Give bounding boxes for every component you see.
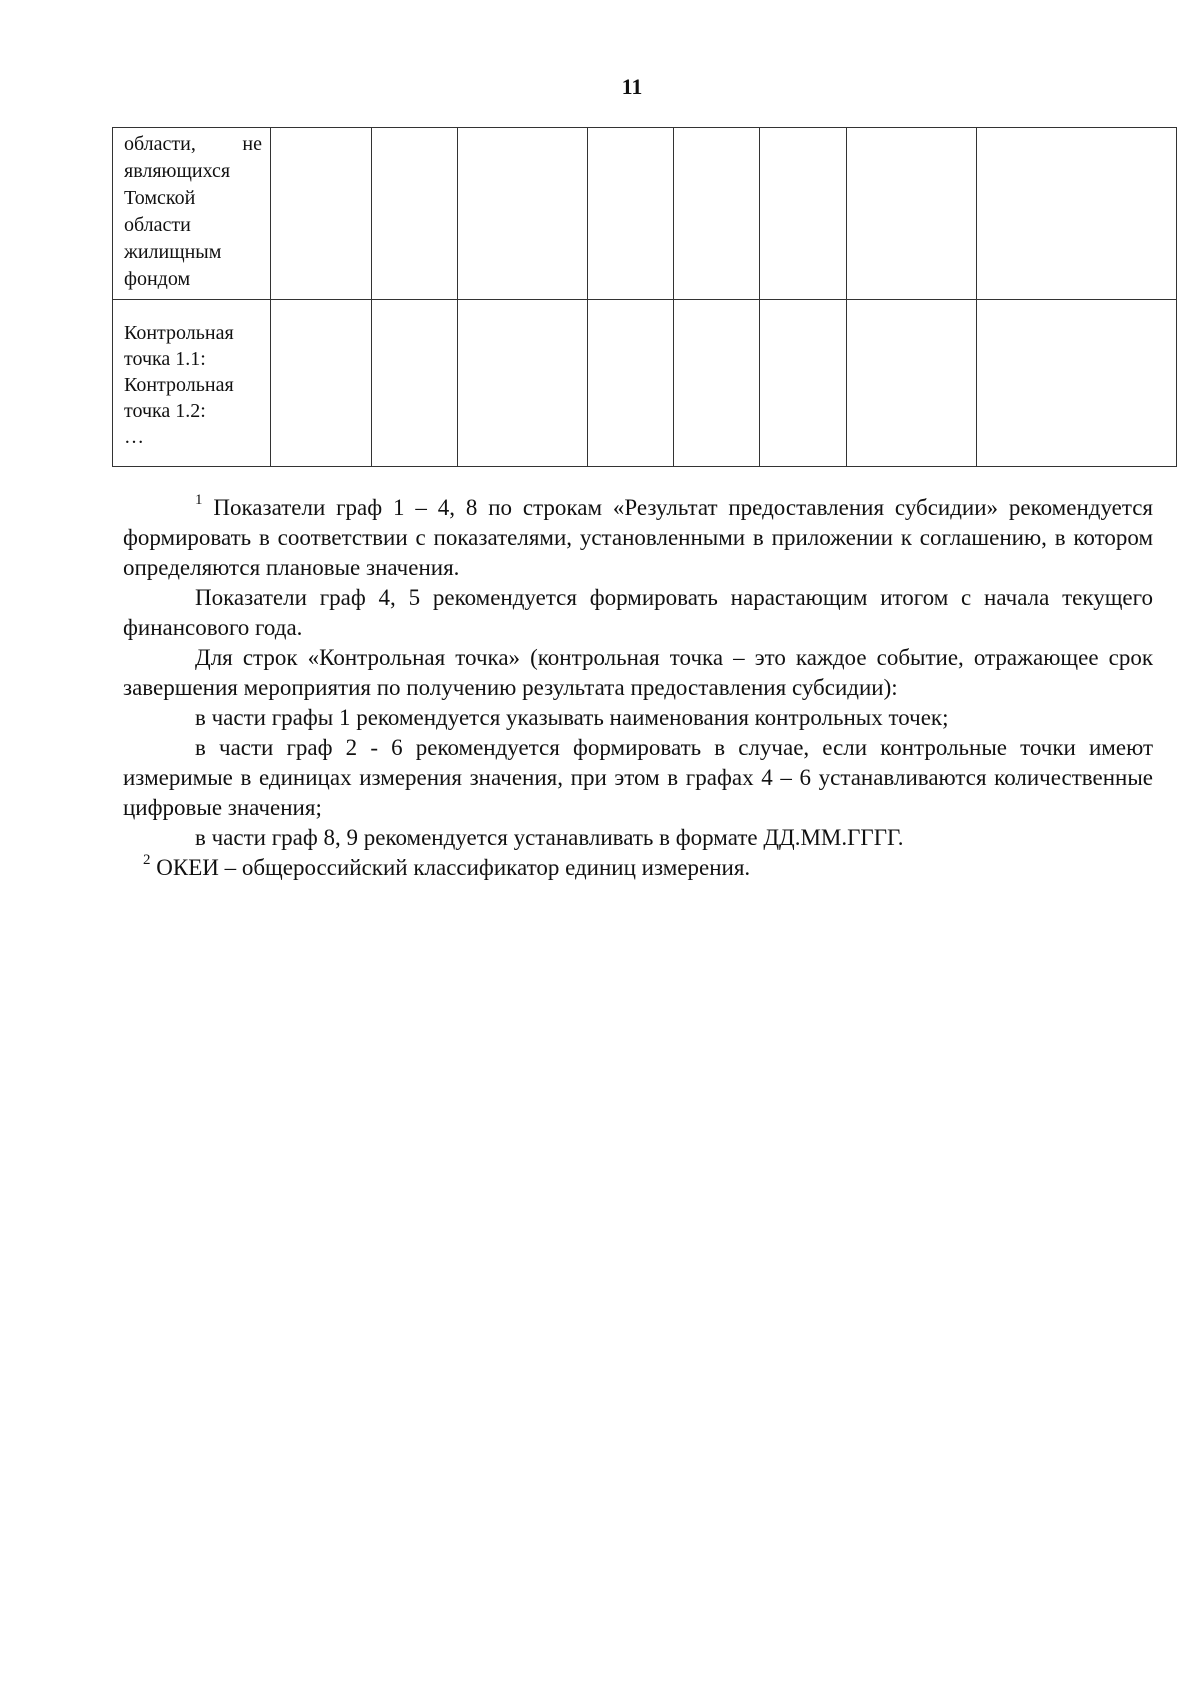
cell-line: области, не [124, 133, 262, 155]
cell-line: Томской [124, 187, 196, 209]
table-cell [372, 128, 458, 300]
indicators-table [112, 127, 1177, 467]
footnotes [123, 493, 1153, 883]
page-number: 11 [621, 74, 643, 99]
table-cell [760, 128, 847, 300]
footnote-text: ОКЕИ – общероссийский классификатор единиц измерения. [156, 855, 751, 880]
table-cell [674, 128, 760, 300]
table-cell [674, 300, 760, 467]
footnote-2 [123, 853, 1153, 883]
table-cell [271, 300, 372, 467]
table-cell [977, 300, 1177, 467]
cell-line: Контрольная [124, 322, 234, 344]
cell-line: области [124, 214, 191, 236]
cell-line: жилищным [124, 241, 222, 263]
table-cell [760, 300, 847, 467]
footnote-1 [123, 493, 1153, 583]
table-cell [458, 128, 588, 300]
cell-text [113, 128, 270, 299]
table-cell [847, 128, 977, 300]
footnote-text: Показатели граф 1 – 4, 8 по строкам «Результат предоставления субсидии» рекомендуется формировать в соответствии с показателями, установленными в приложении к соглашению, в котором определяются плановые значения. [123, 495, 1153, 580]
table-cell [588, 128, 674, 300]
cell-line: Контрольная [124, 374, 234, 396]
note-paragraph: в части граф 8, 9 рекомендуется устанавливать в формате ДД.ММ.ГГГГ. [195, 825, 904, 850]
table-cell [372, 300, 458, 467]
table-cell [588, 300, 674, 467]
cell-line: фондом [124, 268, 191, 290]
cell-line: являющихся [124, 160, 231, 182]
cell-line: точка 1.2: [124, 400, 206, 422]
note-paragraph: Показатели граф 4, 5 рекомендуется формировать нарастающим итогом с начала текущего финансового года. [123, 585, 1153, 640]
table-cell [977, 128, 1177, 300]
table-cell-name [113, 128, 271, 300]
note-paragraph: в части графы 1 рекомендуется указывать наименования контрольных точек; [195, 705, 949, 730]
note-paragraph: Для строк «Контрольная точка» (контрольная точка – это каждое событие, отражающее срок завершения мероприятия по получению результата предоставления субсидии): [123, 645, 1153, 700]
cell-line: … [124, 426, 144, 448]
table-cell-name [113, 300, 271, 467]
table-row [113, 128, 1177, 300]
cell-line: точка 1.1: [124, 348, 206, 370]
table-cell [847, 300, 977, 467]
footnote-mark: 1 [195, 492, 203, 509]
table-cell [458, 300, 588, 467]
table-cell [271, 128, 372, 300]
cell-text [113, 300, 270, 456]
footnote-mark: 2 [143, 852, 151, 869]
note-paragraph: в части граф 2 - 6 рекомендуется формировать в случае, если контрольные точки имеют измеримые в единицах измерения значения, при этом в графах 4 – 6 устанавливаются количественные цифровые значения; [123, 735, 1153, 820]
table-row [113, 300, 1177, 467]
